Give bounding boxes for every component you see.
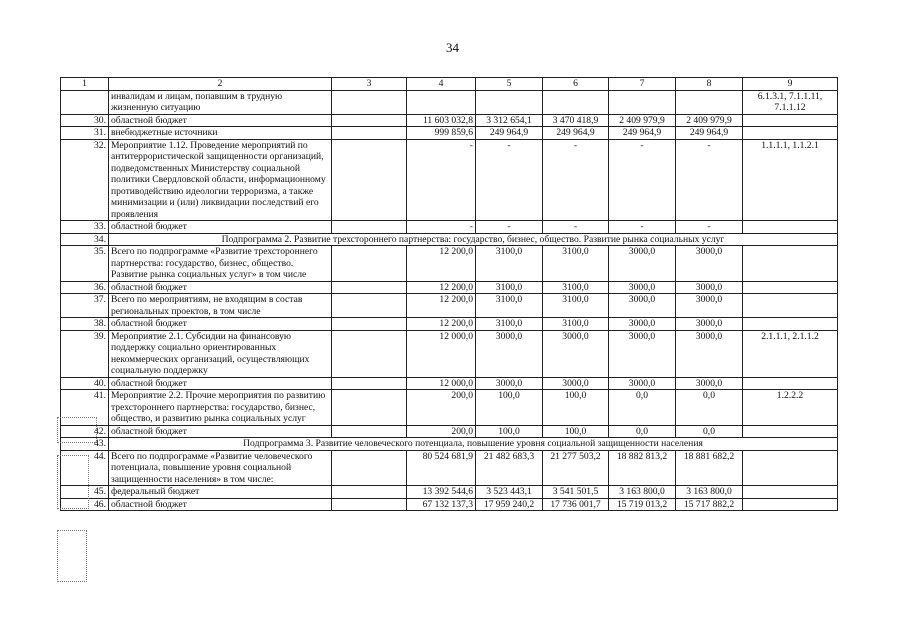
target-indicator-cell [743, 281, 838, 294]
table-row [61, 294, 838, 318]
amount-year-cell: 18 882 813,2 [609, 450, 676, 486]
row-number-cell: 41. [61, 390, 109, 426]
amount-year-cell: 249 964,9 [543, 127, 609, 140]
amount-total-cell: 80 524 681,9 [407, 450, 476, 486]
amount-year-cell: 100,0 [476, 425, 543, 438]
amount-year-cell: 3000,0 [676, 318, 743, 331]
amount-total-cell: 12 200,0 [407, 281, 476, 294]
col-header: 4 [407, 78, 476, 91]
amount-year-cell: 3100,0 [543, 294, 609, 318]
col-header: 2 [109, 78, 332, 91]
amount-year-cell: 3000,0 [543, 377, 609, 390]
column-3-cell [332, 377, 407, 390]
target-indicator-cell [743, 294, 838, 318]
amount-total-cell: 12 000,0 [407, 377, 476, 390]
row-name-cell: Всего по мероприятиям, не входящим в состав региональных проектов, в том числе [109, 294, 332, 318]
row-number-cell: 39. [61, 330, 109, 377]
row-number-cell: 37. [61, 294, 109, 318]
table-row [61, 318, 838, 331]
row-name-cell: областной бюджет [109, 221, 332, 234]
amount-year-cell [609, 90, 676, 114]
amount-total-cell: - [407, 221, 476, 234]
amount-year-cell: 3 541 501,5 [543, 486, 609, 499]
scan-artifact [57, 530, 87, 582]
target-indicator-cell [743, 450, 838, 486]
target-indicator-cell: 1.2.2.2 [743, 390, 838, 426]
row-number-cell [61, 90, 109, 114]
amount-total-cell: 200,0 [407, 425, 476, 438]
amount-year-cell: - [543, 221, 609, 234]
amount-year-cell: 100,0 [543, 425, 609, 438]
amount-year-cell: 0,0 [609, 390, 676, 426]
row-number-cell: 45. [61, 486, 109, 499]
amount-year-cell: 17 959 240,2 [476, 498, 543, 511]
amount-year-cell: 3000,0 [676, 246, 743, 282]
column-3-cell [332, 318, 407, 331]
amount-total-cell: 200,0 [407, 390, 476, 426]
table-row [61, 450, 838, 486]
row-name-cell: областной бюджет [109, 114, 332, 127]
amount-year-cell: 15 717 882,2 [676, 498, 743, 511]
amount-year-cell: 18 881 682,2 [676, 450, 743, 486]
amount-year-cell: 3100,0 [476, 246, 543, 282]
amount-total-cell: 12 200,0 [407, 246, 476, 282]
col-header: 3 [332, 78, 407, 91]
row-name-cell: областной бюджет [109, 498, 332, 511]
amount-year-cell: - [543, 139, 609, 221]
amount-total-cell: 12 200,0 [407, 318, 476, 331]
row-number-cell: 43. [61, 438, 109, 451]
row-number-cell: 44. [61, 450, 109, 486]
table-row [61, 281, 838, 294]
column-3-cell [332, 390, 407, 426]
header-row [61, 78, 838, 91]
row-number-cell: 38. [61, 318, 109, 331]
table-row [61, 114, 838, 127]
target-indicator-cell [743, 127, 838, 140]
amount-year-cell: - [476, 139, 543, 221]
table-row [61, 425, 838, 438]
column-3-cell [332, 498, 407, 511]
column-3-cell [332, 450, 407, 486]
amount-year-cell: 3 523 443,1 [476, 486, 543, 499]
amount-year-cell: 3000,0 [476, 377, 543, 390]
amount-year-cell: 3 163 800,0 [609, 486, 676, 499]
section-row [61, 233, 838, 246]
row-number-cell: 34. [61, 233, 109, 246]
col-header: 9 [743, 78, 838, 91]
table-row [61, 139, 838, 221]
row-number-cell: 36. [61, 281, 109, 294]
amount-year-cell: 3100,0 [543, 318, 609, 331]
row-name-cell: Мероприятие 2.1. Субсидии на финансовую поддержку социально ориентированных некоммерческих организаций, осуществляющих социальную поддержку [109, 330, 332, 377]
scan-artifact [57, 455, 89, 509]
row-number-cell: 35. [61, 246, 109, 282]
amount-total-cell: 999 859,6 [407, 127, 476, 140]
amount-year-cell: 100,0 [543, 390, 609, 426]
amount-year-cell: 3000,0 [543, 330, 609, 377]
target-indicator-cell [743, 498, 838, 511]
col-header: 1 [61, 78, 109, 91]
amount-year-cell: 3100,0 [476, 318, 543, 331]
row-name-cell: областной бюджет [109, 425, 332, 438]
row-number-cell: 32. [61, 139, 109, 221]
target-indicator-cell [743, 246, 838, 282]
table-row [61, 127, 838, 140]
target-indicator-cell: 6.1.3.1, 7.1.1.11, 7.1.1.12 [743, 90, 838, 114]
amount-total-cell: 13 392 544,6 [407, 486, 476, 499]
table-row [61, 486, 838, 499]
row-name-cell: Мероприятие 1.12. Проведение мероприятий по антитеррористической защищенности организаций, подведомственных Министерству социальной политики Свердловской области, информационному противодействию идеологии терроризма, а также минимизации и (или) ликвидации последствий его проявления [109, 139, 332, 221]
amount-total-cell: 67 132 137,3 [407, 498, 476, 511]
row-name-cell: внебюджетные источники [109, 127, 332, 140]
amount-year-cell: 3100,0 [543, 281, 609, 294]
column-3-cell [332, 425, 407, 438]
amount-year-cell: - [609, 139, 676, 221]
amount-year-cell: 249 964,9 [476, 127, 543, 140]
amount-year-cell: 0,0 [676, 425, 743, 438]
column-3-cell [332, 330, 407, 377]
amount-year-cell: 100,0 [476, 390, 543, 426]
target-indicator-cell [743, 221, 838, 234]
section-title-cell: Подпрограмма 3. Развитие человеческого потенциала, повышение уровня социальной защищенности населения [109, 438, 838, 451]
table-row [61, 377, 838, 390]
amount-year-cell: 3100,0 [543, 246, 609, 282]
target-indicator-cell [743, 486, 838, 499]
row-number-cell: 42. [61, 425, 109, 438]
row-name-cell: федеральный бюджет [109, 486, 332, 499]
amount-year-cell: 3000,0 [676, 294, 743, 318]
amount-year-cell: 3000,0 [609, 246, 676, 282]
scan-artifact [57, 417, 97, 443]
column-3-cell [332, 294, 407, 318]
column-3-cell [332, 281, 407, 294]
col-header: 6 [543, 78, 609, 91]
target-indicator-cell: 1.1.1.1, 1.1.2.1 [743, 139, 838, 221]
page-number: 34 [446, 40, 459, 55]
amount-year-cell [543, 90, 609, 114]
column-3-cell [332, 114, 407, 127]
row-number-cell: 30. [61, 114, 109, 127]
amount-year-cell: 2 409 979,9 [609, 114, 676, 127]
amount-year-cell: 0,0 [609, 425, 676, 438]
budget-table [60, 77, 838, 511]
row-name-cell: Всего по подпрограмме «Развитие человеческого потенциала, повышение уровня социальной защищенности населения» в том числе: [109, 450, 332, 486]
row-name-cell: областной бюджет [109, 318, 332, 331]
row-number-cell: 46. [61, 498, 109, 511]
target-indicator-cell [743, 425, 838, 438]
row-name-cell: областной бюджет [109, 281, 332, 294]
amount-year-cell: 0,0 [676, 390, 743, 426]
target-indicator-cell [743, 318, 838, 331]
row-number-cell: 33. [61, 221, 109, 234]
amount-year-cell: - [676, 221, 743, 234]
amount-year-cell: 3000,0 [609, 330, 676, 377]
row-name-cell: Мероприятие 2.2. Прочие мероприятия по развитию трехстороннего партнерства: государство, бизнес, общество, и развитию рынка социальных услуг [109, 390, 332, 426]
column-3-cell [332, 90, 407, 114]
amount-year-cell: 3000,0 [609, 294, 676, 318]
section-row [61, 438, 838, 451]
amount-year-cell: 3000,0 [676, 330, 743, 377]
target-indicator-cell [743, 377, 838, 390]
section-title-cell: Подпрограмма 2. Развитие трехстороннего партнерства: государство, бизнес, общество. Развитие рынка социальных услуг [109, 233, 838, 246]
table-row [61, 221, 838, 234]
col-header: 7 [609, 78, 676, 91]
amount-year-cell: 15 719 013,2 [609, 498, 676, 511]
amount-year-cell: 3000,0 [609, 377, 676, 390]
amount-total-cell [407, 90, 476, 114]
column-3-cell [332, 246, 407, 282]
amount-year-cell: - [476, 221, 543, 234]
column-3-cell [332, 139, 407, 221]
table-row [61, 330, 838, 377]
amount-year-cell: 3000,0 [609, 281, 676, 294]
amount-year-cell: - [676, 139, 743, 221]
col-header: 8 [676, 78, 743, 91]
amount-year-cell: 3100,0 [476, 281, 543, 294]
column-3-cell [332, 127, 407, 140]
row-number-cell: 40. [61, 377, 109, 390]
row-number-cell: 31. [61, 127, 109, 140]
amount-year-cell: 3100,0 [476, 294, 543, 318]
target-indicator-cell: 2.1.1.1, 2.1.1.2 [743, 330, 838, 377]
amount-year-cell: 21 277 503,2 [543, 450, 609, 486]
table-row [61, 90, 838, 114]
amount-year-cell: 249 964,9 [609, 127, 676, 140]
table-row [61, 498, 838, 511]
target-indicator-cell [743, 114, 838, 127]
row-name-cell: Всего по подпрограмме «Развитие трехстороннего партнерства: государство, бизнес, общество. Развитие рынка социальных услуг» в том числе [109, 246, 332, 282]
amount-year-cell [476, 90, 543, 114]
amount-year-cell: 3 163 800,0 [676, 486, 743, 499]
amount-year-cell: 3000,0 [609, 318, 676, 331]
amount-year-cell: 3 312 654,1 [476, 114, 543, 127]
amount-year-cell [676, 90, 743, 114]
table-row [61, 390, 838, 426]
amount-total-cell: 12 200,0 [407, 294, 476, 318]
amount-year-cell: 249 964,9 [676, 127, 743, 140]
amount-year-cell: 2 409 979,9 [676, 114, 743, 127]
amount-total-cell: 11 603 032,8 [407, 114, 476, 127]
row-name-cell: инвалидам и лицам, попавшим в трудную жизненную ситуацию [109, 90, 332, 114]
amount-year-cell: 17 736 001,7 [543, 498, 609, 511]
amount-year-cell: - [609, 221, 676, 234]
amount-year-cell: 3000,0 [676, 281, 743, 294]
amount-year-cell: 21 482 683,3 [476, 450, 543, 486]
col-header: 5 [476, 78, 543, 91]
amount-year-cell: 3000,0 [676, 377, 743, 390]
amount-year-cell: 3 470 418,9 [543, 114, 609, 127]
row-name-cell: областной бюджет [109, 377, 332, 390]
amount-year-cell: 3000,0 [476, 330, 543, 377]
amount-total-cell: 12 000,0 [407, 330, 476, 377]
table-row [61, 246, 838, 282]
amount-total-cell: - [407, 139, 476, 221]
column-3-cell [332, 221, 407, 234]
column-3-cell [332, 486, 407, 499]
